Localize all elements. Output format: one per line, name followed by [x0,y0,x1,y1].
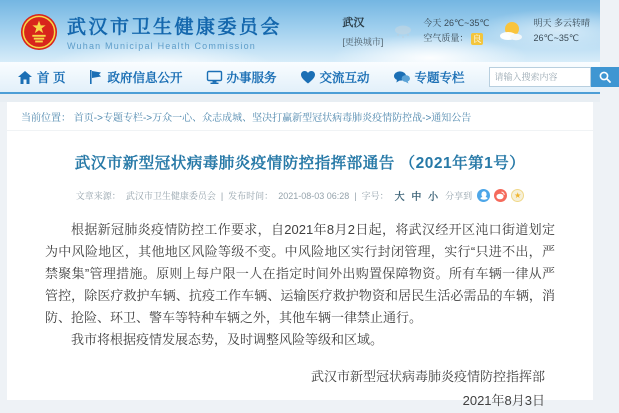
article [7,151,593,413]
fontsize-small[interactable]: 小 [428,192,440,203]
monitor-icon [207,71,222,84]
article-body [45,219,555,351]
share-star-icon[interactable]: ★ [511,189,524,202]
chat-icon [394,71,410,84]
main-nav [0,62,600,94]
fontsize-medium[interactable]: 中 [411,192,423,203]
tomorrow-label: 明天 [533,18,552,28]
article-signature [45,365,555,413]
weather-city: 武汉 [342,17,365,29]
source-label: 文章来源： [75,191,121,201]
nav-item-label: 首 页 [37,71,66,85]
search-icon [599,71,611,83]
site-subtitle: Wuhan Municipal Health Commission [67,41,256,51]
tomorrow-temp: 26℃~35℃ [533,33,579,43]
search-button[interactable] [591,67,619,87]
weather-widget [342,14,590,48]
site-logo-row [20,12,282,51]
fontsize-large[interactable]: 大 [394,192,406,203]
air-quality-badge: 良 [472,33,482,44]
home-icon [18,71,32,84]
share-qq-icon[interactable] [477,189,490,202]
heart-icon [301,71,315,84]
site-title: 武汉市卫生健康委员会 [67,17,283,38]
nav-item-label: 交流互动 [319,71,370,85]
meta-divider: | [220,190,224,201]
meta-divider: | [354,190,357,201]
share-icons [477,189,524,202]
publish-time-label: 发布时间： [228,191,274,201]
search-box [489,67,619,87]
paragraph: 我市将根据疫情发展态势，及时调整风险等级和区域。 [71,332,384,347]
share-label: 分享到 [445,191,473,201]
nav-item-interaction[interactable] [301,68,370,86]
air-quality-label: 空气质量： [423,33,469,43]
today-temp: 26℃~35℃ [443,18,490,28]
article-title: 武汉市新型冠状病毒肺炎疫情防控指挥部通告 （2021年第1号） [74,155,526,172]
breadcrumb[interactable] [7,102,593,131]
nav-item-label: 政府信息公开 [107,71,183,85]
nav-item-services[interactable] [207,68,277,86]
source-value: 武汉市卫生健康委员会 [125,191,216,201]
site-header [0,0,600,62]
national-emblem-icon [20,13,58,51]
nav-item-gov-info[interactable] [89,68,182,86]
nav-item-topics[interactable] [394,68,465,86]
tomorrow-desc: 多云转晴 [553,18,590,28]
breadcrumb-label: 当前位置： [21,113,71,124]
breadcrumb-path: 首页->专题专栏->万众一心、众志成城、坚决打赢新型冠状病毒肺炎疫情防控战->通知公告 [73,113,472,124]
page-body [7,102,593,408]
article-meta [45,188,555,203]
publish-time-value: 2021-08-03 06:28 [278,190,350,201]
nav-item-label: 专题专栏 [414,71,465,85]
fontsize-label: 字号： [361,191,389,201]
signature-org: 武汉市新型冠状病毒肺炎疫情防控指挥部 [310,369,545,384]
nav-item-label: 办事服务 [226,71,277,85]
sun-cloud-icon [498,20,524,42]
search-input[interactable] [489,67,591,87]
share-weibo-icon[interactable] [494,189,507,202]
today-weather-icon [392,22,414,40]
divider-strip [0,94,600,102]
nav-item-home[interactable] [18,68,65,86]
paragraph: 根据新冠肺炎疫情防控工作要求，自2021年8月2日起，将武汉经开区沌口街道划定为中风险地区，其他地区风险等级不变。中风险地区实行封闭管理，实行“只进不出，严禁聚集”管理措施。原则上每户限一人在指定时间外出购置保障物资。所有车辆一律从严管控，除医疗救护车辆、抗疫工作车辆、运输医疗救护物资和居民生活必需品的车辆，消防、抢险、环卫、警车等特种车辆之外，其他车辆一律禁止通行。 [45,222,555,325]
change-city-link[interactable]: [更换城市] [342,37,384,47]
signature-date: 2021年8月3日 [462,393,545,408]
flag-icon [89,70,102,84]
today-label: 今天 [423,18,442,28]
